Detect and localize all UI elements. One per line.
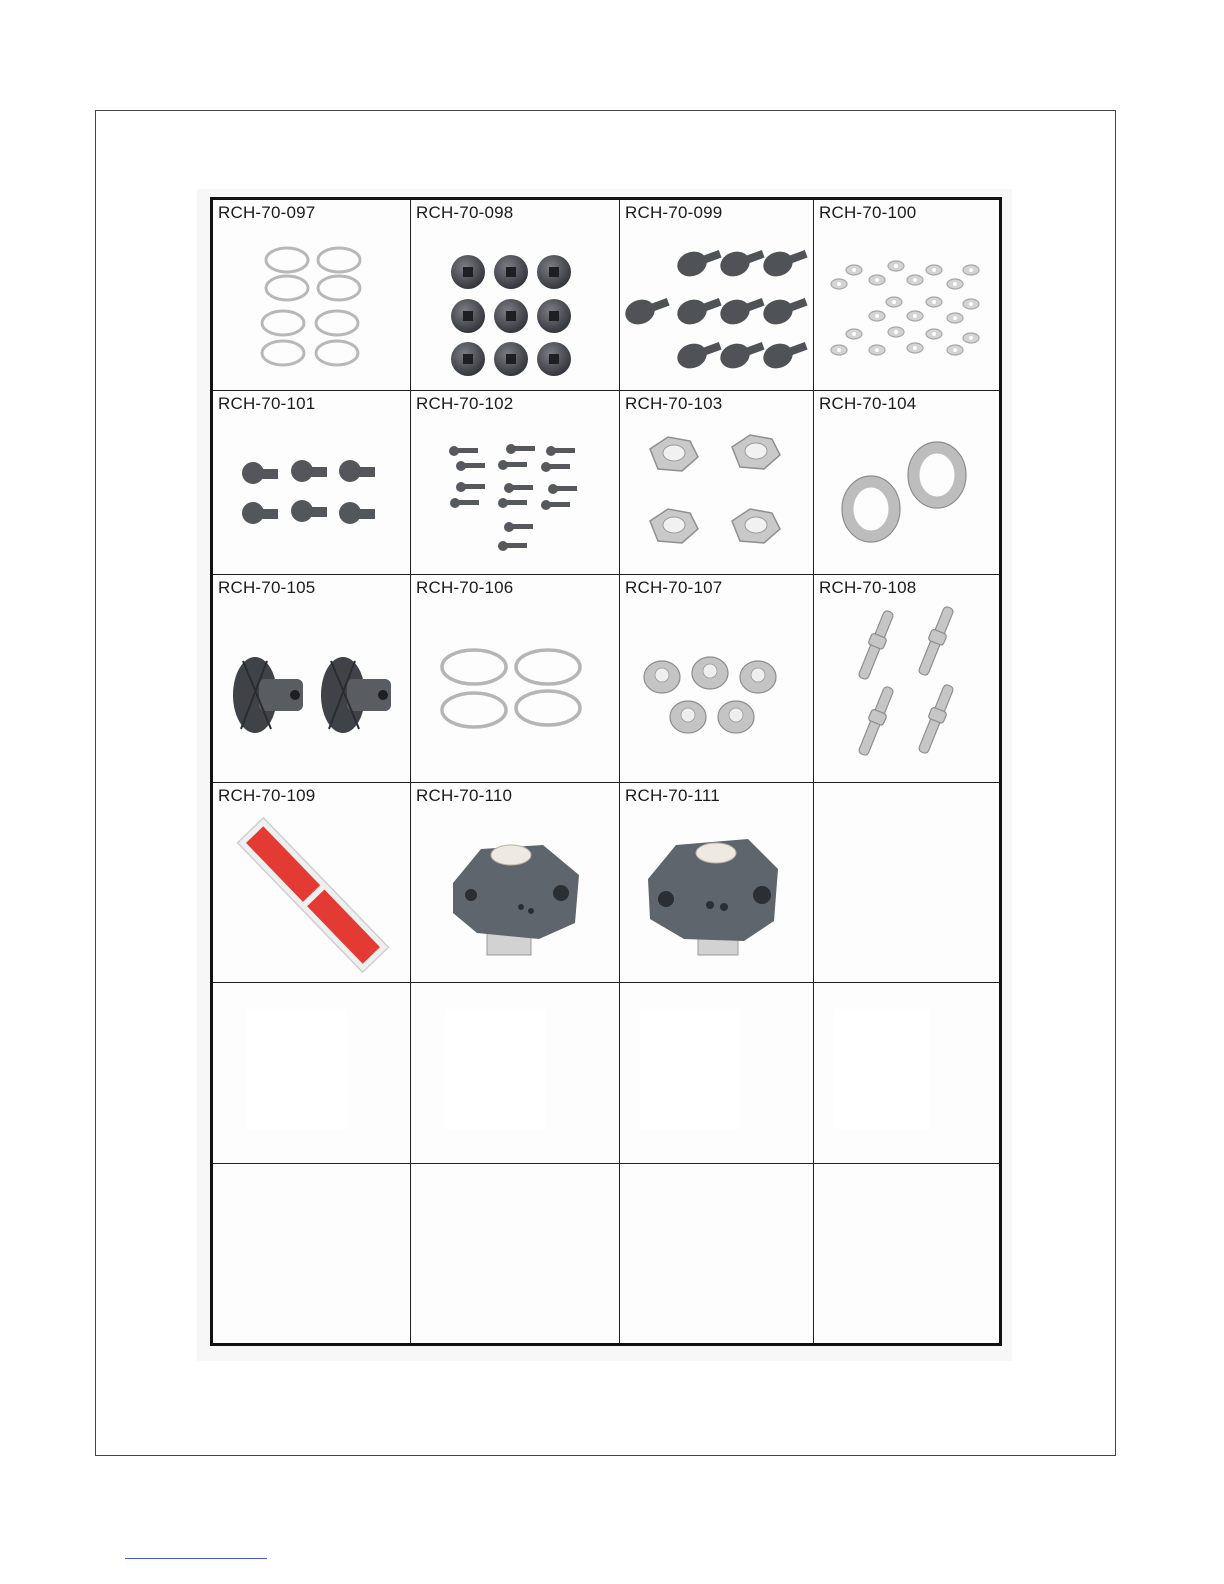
part-code: RCH-70-102	[416, 394, 514, 413]
empty-cell	[411, 1164, 620, 1343]
blank-placeholder	[834, 1009, 930, 1129]
empty-cell	[411, 983, 620, 1164]
set-screws-icon	[411, 200, 620, 391]
part-code: RCH-70-099	[625, 203, 723, 222]
empty-cell	[620, 983, 814, 1164]
ball-studs-icon	[213, 391, 411, 575]
small-washers-icon	[814, 200, 999, 391]
part-cell	[213, 575, 411, 783]
part-cell	[620, 200, 814, 391]
part-cell	[814, 391, 999, 575]
part-cell	[620, 391, 814, 575]
blank-placeholder	[640, 1009, 740, 1129]
spacer-rings-icon	[814, 391, 999, 575]
cross-hub-block-icon	[620, 783, 814, 983]
part-code: RCH-70-111	[625, 786, 720, 805]
part-code: RCH-70-100	[819, 203, 917, 222]
lock-nuts-icon	[620, 575, 814, 783]
hub-block-icon	[411, 783, 620, 983]
blank-placeholder	[247, 1009, 347, 1129]
part-code: RCH-70-105	[218, 578, 316, 597]
empty-cell	[814, 983, 999, 1164]
part-code: RCH-70-108	[819, 578, 917, 597]
part-cell	[411, 200, 620, 391]
part-code: RCH-70-101	[218, 394, 316, 413]
part-code: RCH-70-109	[218, 786, 316, 805]
part-code: RCH-70-107	[625, 578, 723, 597]
button-head-screws-icon	[620, 200, 814, 391]
part-cell	[213, 391, 411, 575]
part-code: RCH-70-103	[625, 394, 723, 413]
part-cell	[213, 200, 411, 391]
parts-table	[210, 197, 1002, 1346]
part-code: RCH-70-110	[416, 786, 513, 805]
empty-cell	[213, 983, 411, 1164]
footer-link-underline[interactable]	[125, 1558, 267, 1559]
part-cell	[411, 391, 620, 575]
empty-cell	[213, 1164, 411, 1343]
bevel-gears-icon	[213, 575, 411, 783]
thin-shims-icon	[411, 575, 620, 783]
part-code: RCH-70-104	[819, 394, 917, 413]
part-cell	[620, 783, 814, 983]
pins-icon	[814, 575, 999, 783]
blank-placeholder	[445, 1009, 545, 1129]
shim-rings-icon	[213, 200, 411, 391]
part-cell	[814, 200, 999, 391]
empty-cell	[814, 1164, 999, 1343]
part-cell	[411, 575, 620, 783]
part-cell	[411, 783, 620, 983]
cap-screws-icon	[411, 391, 620, 575]
part-cell	[213, 783, 411, 983]
part-code: RCH-70-097	[218, 203, 316, 222]
part-cell	[814, 575, 999, 783]
hex-nuts-icon	[620, 391, 814, 575]
empty-cell	[814, 783, 999, 983]
part-cell	[620, 575, 814, 783]
empty-cell	[620, 1164, 814, 1343]
part-code: RCH-70-098	[416, 203, 514, 222]
red-tape-strip-icon	[213, 783, 411, 983]
part-code: RCH-70-106	[416, 578, 514, 597]
